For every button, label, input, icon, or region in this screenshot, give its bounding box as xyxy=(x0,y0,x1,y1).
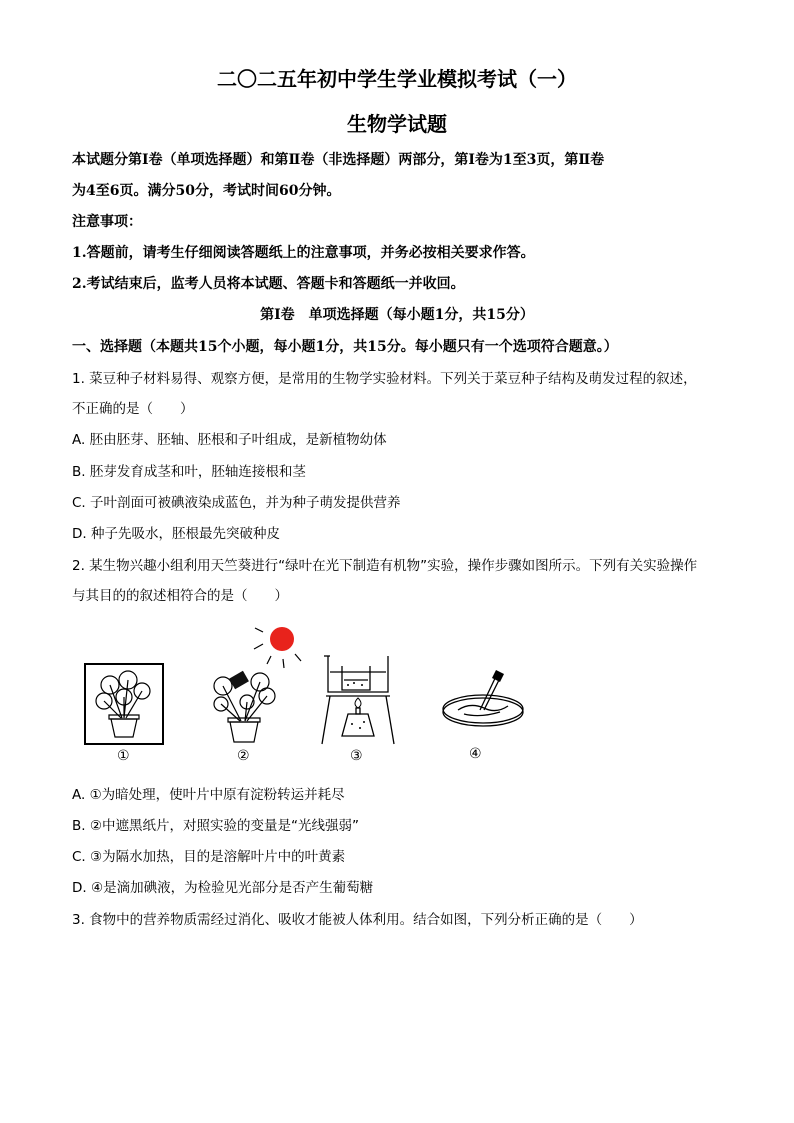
q2-option-a: A. ①为暗处理，使叶片中原有淀粉转运并耗尽 xyxy=(72,787,345,803)
q2-stem-line-2: 与其目的的叙述相符合的是（ ） xyxy=(72,588,288,604)
part-heading: 一、选择题（本题共15个小题，每小题1分，共15分。每小题只有一个选项符合题意。） xyxy=(72,339,618,355)
q1-option-d: D. 种子先吸水，胚根最先突破种皮 xyxy=(72,526,280,542)
q3-stem-line-1: 3. 食物中的营养物质需经过消化、吸收才能被人体利用。结合如图，下列分析正确的是（ ） xyxy=(72,912,643,928)
plant-dark-treatment-figure xyxy=(84,663,164,745)
notes-item-1: 1.答题前，请考生仔细阅读答题纸上的注意事项，并务必按相关要求作答。 xyxy=(72,245,535,261)
notes-item-2: 2.考试结束后，监考人员将本试题、答题卡和答题纸一并收回。 xyxy=(72,276,465,292)
intro-line-2: 为4至6页。满分50分，考试时间60分钟。 xyxy=(72,183,341,199)
sun-icon xyxy=(270,627,294,651)
exam-subtitle: 生物学试题 xyxy=(347,112,447,136)
exam-title: 二〇二五年初中学生学业模拟考试（一） xyxy=(217,67,577,91)
intro-line-1: 本试题分第Ⅰ卷（单项选择题）和第Ⅱ卷（非选择题）两部分，第Ⅰ卷为1至3页，第Ⅱ卷 xyxy=(72,152,605,168)
figure-label-4: ④ xyxy=(469,746,482,762)
q2-option-c: C. ③为隔水加热，目的是溶解叶片中的叶黄素 xyxy=(72,849,346,865)
notes-heading: 注意事项： xyxy=(72,214,142,230)
figure-label-1: ① xyxy=(117,748,130,764)
q2-option-d: D. ④是滴加碘液，为检验见光部分是否产生葡萄糖 xyxy=(72,880,374,896)
q1-option-c: C. 子叶剖面可被碘液染成蓝色，并为种子萌发提供营养 xyxy=(72,495,401,511)
q1-option-a: A. 胚由胚芽、胚轴、胚根和子叶组成，是新植物幼体 xyxy=(72,432,387,448)
volume-heading: 第Ⅰ卷 单项选择题（每小题1分，共15分） xyxy=(260,307,534,323)
figure-label-3: ③ xyxy=(350,748,363,764)
q1-option-b: B. 胚芽发育成茎和叶，胚轴连接根和茎 xyxy=(72,464,306,480)
water-bath-figure xyxy=(318,652,398,746)
q1-stem-line-1: 1. 菜豆种子材料易得、观察方便，是常用的生物学实验材料。下列关于菜豆种子结构及萌发过程的叙述， xyxy=(72,371,697,387)
plant-light-treatment-figure xyxy=(205,624,305,746)
figure-label-2: ② xyxy=(237,748,250,764)
q2-option-b: B. ②中遮黑纸片，对照实验的变量是“光线强弱” xyxy=(72,818,359,834)
q2-stem-line-1: 2. 某生物兴趣小组利用天竺葵进行“绿叶在光下制造有机物”实验，操作步骤如图所示。下列有关实验操作 xyxy=(72,558,698,574)
q1-stem-line-2: 不正确的是（ ） xyxy=(72,401,194,417)
petri-dish-iodine-figure xyxy=(440,668,526,734)
